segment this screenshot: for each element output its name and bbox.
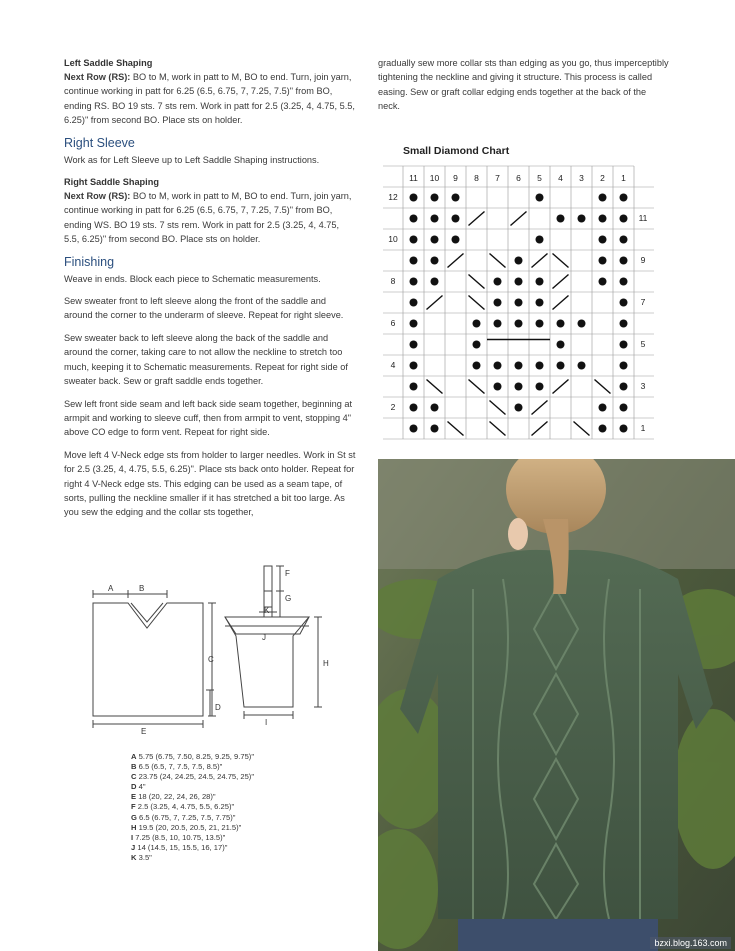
purl-dot bbox=[578, 215, 586, 223]
continued-paragraph: gradually sew more collar sts than edging as you go, thus imperceptibly tightening the neckline and giving it structure. This process is called easing. Sew or graft collar edging ends together at the back of the neck. bbox=[378, 58, 669, 112]
purl-dot bbox=[431, 278, 439, 286]
purl-dot bbox=[599, 425, 607, 433]
neck-edge bbox=[131, 603, 163, 622]
saddle-left-paragraph bbox=[64, 70, 356, 128]
purl-dot bbox=[410, 194, 418, 202]
col-number: 2 bbox=[600, 173, 605, 183]
row-number: 4 bbox=[390, 360, 396, 370]
purl-dot bbox=[536, 236, 544, 244]
schematic-label: A bbox=[108, 584, 114, 593]
cable-cross-line bbox=[469, 275, 485, 289]
cable-cross-line bbox=[553, 254, 569, 268]
purl-dot bbox=[515, 362, 523, 370]
row-number: 1 bbox=[640, 423, 646, 433]
purl-dot bbox=[536, 278, 544, 286]
schematic-label: G bbox=[285, 594, 292, 603]
row-number: 10 bbox=[388, 234, 398, 244]
purl-dot bbox=[494, 383, 502, 391]
row-number: 11 bbox=[638, 213, 648, 223]
purl-dot bbox=[620, 320, 628, 328]
purl-dot bbox=[515, 278, 523, 286]
purl-dot bbox=[599, 257, 607, 265]
chart-row-numbers-left bbox=[388, 192, 398, 412]
cable-cross-line bbox=[532, 422, 548, 436]
legend-row: H 19.5 (20, 20.5, 20.5, 21, 21.5)" bbox=[131, 822, 242, 832]
purl-dot bbox=[431, 194, 439, 202]
legend-row: F 2.5 (3.25, 4, 4.75, 5.5, 6.25)" bbox=[131, 802, 235, 812]
row-number: 9 bbox=[640, 255, 646, 265]
purl-dot bbox=[473, 320, 481, 328]
purl-dot bbox=[578, 320, 586, 328]
cable-cross-line bbox=[469, 296, 485, 310]
purl-dot bbox=[620, 404, 628, 412]
purl-dot bbox=[473, 362, 481, 370]
purl-dot bbox=[473, 341, 481, 349]
legend-row: I 7.25 (8.5, 10, 10.75, 13.5)" bbox=[131, 832, 226, 842]
legend-row: C 23.75 (24, 24.25, 24.5, 24.75, 25)" bbox=[131, 772, 255, 782]
purl-dot bbox=[515, 404, 523, 412]
saddle-left-lead: Next Row (RS): bbox=[64, 72, 131, 82]
legend-row: J 14 (14.5, 15, 15.5, 16, 17)" bbox=[131, 842, 228, 852]
sweater-photo-illustration bbox=[378, 459, 735, 951]
purl-dot bbox=[557, 362, 565, 370]
cable-cross-line bbox=[448, 254, 464, 268]
purl-dot bbox=[452, 236, 460, 244]
row-number: 7 bbox=[640, 297, 646, 307]
purl-dot bbox=[431, 236, 439, 244]
legend-row: A 5.75 (6.75, 7.50, 8.25, 9.25, 9.75)" bbox=[131, 752, 255, 761]
purl-dot bbox=[515, 320, 523, 328]
purl-dot bbox=[620, 341, 628, 349]
right-column bbox=[378, 56, 670, 122]
cable-cross-line bbox=[469, 212, 485, 226]
col-number: 1 bbox=[621, 173, 626, 183]
chart-symbols bbox=[410, 194, 628, 436]
purl-dot bbox=[599, 194, 607, 202]
cable-cross-line bbox=[490, 401, 506, 415]
purl-dot bbox=[494, 278, 502, 286]
schematic-label: F bbox=[285, 569, 290, 578]
saddle-right-text: BO to M, work in patt to M, BO to end. Turn, join yarn, continue working in patt for 6.25 (6.5, 6.75, 7, 7.25, 7.5)" from BO, ending WS. BO 19 sts. 7 sts rem. Work in patt for 2.5 (3.25, 4, 4.75, 5.5, 6.25)" from second BO. Place sts on holder. bbox=[64, 191, 352, 245]
chart-row-numbers-right bbox=[639, 213, 648, 433]
left-column bbox=[64, 56, 356, 528]
cable-cross-line bbox=[595, 380, 611, 394]
purl-dot bbox=[620, 278, 628, 286]
right-sleeve-heading: Right Sleeve bbox=[64, 135, 135, 150]
purl-dot bbox=[410, 425, 418, 433]
purl-dot bbox=[410, 341, 418, 349]
schematic-label: B bbox=[139, 584, 145, 593]
purl-dot bbox=[410, 236, 418, 244]
purl-dot bbox=[494, 362, 502, 370]
saddle-outline bbox=[264, 566, 272, 617]
purl-dot bbox=[494, 320, 502, 328]
purl-dot bbox=[620, 362, 628, 370]
purl-dot bbox=[599, 215, 607, 223]
col-number: 8 bbox=[474, 173, 479, 183]
row-number: 8 bbox=[390, 276, 396, 286]
purl-dot bbox=[410, 299, 418, 307]
row-number: 5 bbox=[640, 339, 646, 349]
sweater-photo bbox=[378, 459, 735, 951]
purl-dot bbox=[620, 236, 628, 244]
purl-dot bbox=[620, 425, 628, 433]
col-number: 6 bbox=[516, 173, 521, 183]
purl-dot bbox=[515, 257, 523, 265]
col-number: 4 bbox=[558, 173, 563, 183]
purl-dot bbox=[536, 383, 544, 391]
row-number: 12 bbox=[388, 192, 398, 202]
chart-column-numbers bbox=[409, 173, 626, 183]
purl-dot bbox=[620, 215, 628, 223]
purl-dot bbox=[410, 404, 418, 412]
purl-dot bbox=[410, 257, 418, 265]
cable-cross-line bbox=[490, 254, 506, 268]
purl-dot bbox=[494, 299, 502, 307]
watermark: bzxi.blog.163.com bbox=[650, 937, 731, 949]
legend-row: K 3.5" bbox=[131, 852, 152, 862]
purl-dot bbox=[410, 320, 418, 328]
cable-cross-line bbox=[490, 422, 506, 436]
purl-dot bbox=[599, 278, 607, 286]
legend-row: E 18 (20, 22, 24, 26, 28)" bbox=[131, 792, 216, 802]
col-number: 9 bbox=[453, 173, 458, 183]
cable-cross-line bbox=[427, 380, 443, 394]
row-number: 3 bbox=[640, 381, 646, 391]
schematic-label: J bbox=[262, 633, 266, 642]
purl-dot bbox=[536, 299, 544, 307]
purl-dot bbox=[599, 236, 607, 244]
right-sleeve-text: Work as for Left Sleeve up to Left Saddle Shaping instructions. bbox=[64, 154, 320, 165]
finishing-paragraph-1: Weave in ends. Block each piece to Schematic measurements. bbox=[64, 273, 321, 284]
saddle-right-paragraph bbox=[64, 189, 356, 247]
purl-dot bbox=[620, 194, 628, 202]
legend-row: B 6.5 (6.5, 7, 7.5, 7.5, 8.5)" bbox=[131, 762, 223, 772]
cable-cross-line bbox=[448, 422, 464, 436]
body-outline bbox=[93, 603, 203, 716]
chart-grid bbox=[383, 166, 654, 439]
schematic-label: D bbox=[215, 703, 221, 712]
finishing-heading: Finishing bbox=[64, 254, 115, 269]
purl-dot bbox=[557, 341, 565, 349]
finishing-paragraph-5: Move left 4 V-Neck edge sts from holder to larger needles. Work in St st for 2.5 (3.25, 4, 4.75, 5.5, 6.25)". Place sts back onto holder. Repeat for right 4 V-Neck edge sts. This edging can be used as a seam tape, of sorts, pulling the neckline smaller if it has stretched a bit too large. As you sew the edging and the collar sts together, bbox=[64, 449, 356, 518]
purl-dot bbox=[410, 383, 418, 391]
schematic-label: E bbox=[141, 727, 147, 736]
sleeve-outline bbox=[225, 617, 309, 707]
cable-cross-line bbox=[553, 380, 569, 394]
schematic-legend bbox=[131, 752, 254, 863]
purl-dot bbox=[515, 383, 523, 391]
col-number: 10 bbox=[429, 173, 440, 183]
cable-cross-line bbox=[553, 275, 569, 289]
row-number: 6 bbox=[390, 318, 396, 328]
legend-row: G 6.5 (6.75, 7, 7.25, 7.5, 7.75)" bbox=[131, 812, 236, 822]
purl-dot bbox=[557, 320, 565, 328]
cable-cross-line bbox=[511, 212, 527, 226]
purl-dot bbox=[431, 425, 439, 433]
purl-dot bbox=[620, 299, 628, 307]
chart-title: Small Diamond Chart bbox=[403, 145, 510, 157]
saddle-left-heading: Left Saddle Shaping bbox=[64, 58, 153, 68]
col-number: 7 bbox=[495, 173, 500, 183]
purl-dot bbox=[410, 215, 418, 223]
purl-dot bbox=[599, 404, 607, 412]
saddle-left-text: BO to M, work in patt to M, BO to end. Turn, join yarn, continue working in patt for 6.25 (6.5, 6.75, 7, 7.25, 7.5)" from BO, ending RS. BO 19 sts. 7 sts rem. Work in patt for 2.5 (3.25, 4, 4.75, 5.5, 6.25)" from second BO. Place sts on holder. bbox=[64, 72, 355, 126]
schematic-label: I bbox=[265, 718, 268, 727]
purl-dot bbox=[620, 257, 628, 265]
purl-dot bbox=[431, 257, 439, 265]
purl-dot bbox=[452, 194, 460, 202]
purl-dot bbox=[431, 215, 439, 223]
saddle-right-heading: Right Saddle Shaping bbox=[64, 177, 159, 188]
legend-row: D 4" bbox=[131, 782, 146, 792]
purl-dot bbox=[515, 299, 523, 307]
saddle-right-lead: Next Row (RS): bbox=[64, 191, 131, 202]
purl-dot bbox=[410, 362, 418, 370]
finishing-paragraph-2: Sew sweater front to left sleeve along the front of the saddle and around the corner to the underarm of sleeve. Repeat for right sleeve. bbox=[64, 296, 344, 321]
purl-dot bbox=[536, 194, 544, 202]
col-number: 11 bbox=[409, 173, 418, 183]
col-number: 5 bbox=[537, 173, 542, 183]
row-number: 2 bbox=[390, 402, 396, 412]
purl-dot bbox=[536, 320, 544, 328]
purl-dot bbox=[557, 215, 565, 223]
cable-cross-line bbox=[469, 380, 485, 394]
purl-dot bbox=[578, 362, 586, 370]
cable-cross-line bbox=[553, 296, 569, 310]
schematic-label: C bbox=[208, 655, 214, 664]
purl-dot bbox=[620, 383, 628, 391]
purl-dot bbox=[410, 278, 418, 286]
finishing-paragraph-4: Sew left front side seam and left back side seam together, beginning at armpit and working to sleeve cuff, then from armpit to vent, stopping 4" above CO edge to form vent. Repeat for right side. bbox=[64, 398, 353, 438]
purl-dot bbox=[452, 215, 460, 223]
finishing-paragraph-3: Sew sweater back to left sleeve along the back of the saddle and around the corner, taking care to not allow the neckline to stretch too much, keeping it to Schematic measurements. Repeat for right side of sweater back. Sew or graft saddle ends together. bbox=[64, 332, 348, 387]
col-number: 3 bbox=[579, 173, 584, 183]
purl-dot bbox=[536, 362, 544, 370]
schematic-label: H bbox=[323, 659, 329, 668]
cable-cross-line bbox=[532, 254, 548, 268]
cable-cross-line bbox=[574, 422, 590, 436]
cable-cross-line bbox=[532, 401, 548, 415]
schematic-label: K bbox=[264, 606, 270, 615]
purl-dot bbox=[431, 404, 439, 412]
cable-cross-line bbox=[427, 296, 443, 310]
